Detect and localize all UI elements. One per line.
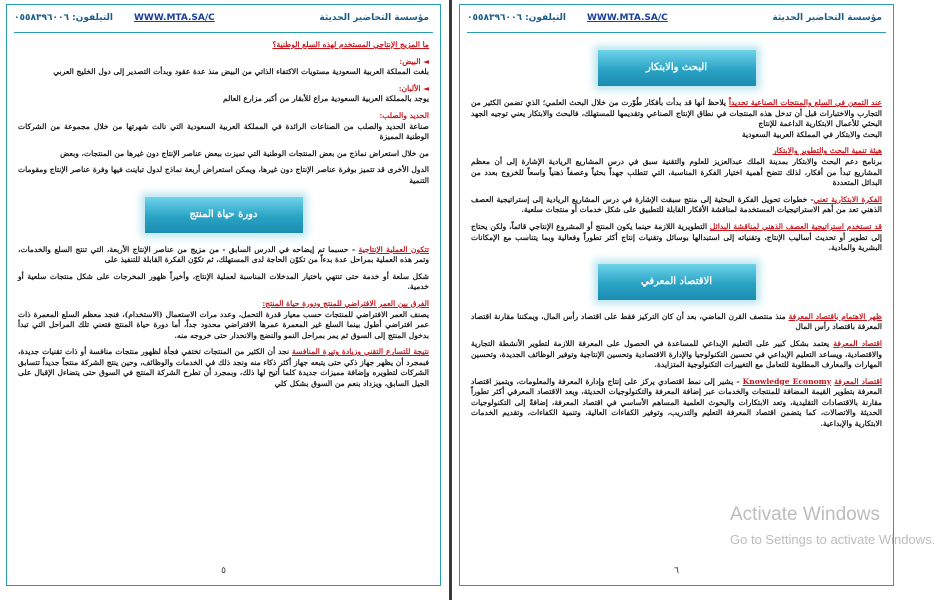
knowledge-economy-lead-2: اقتصاد المعرفة xyxy=(834,376,882,386)
header-rule xyxy=(14,32,433,33)
interest-text: منذ منتصف القرن الماضي، بعد أن كان التركيز فقط على اقتصاد رأس المال، ويمكننا مقارنة اقتصاد المعرفة باقتصاد رأس المال xyxy=(471,311,882,332)
industrial-lead: عند التمعن في السلع والمنتجات الصناعية تحديداً xyxy=(728,98,882,107)
dairy-text: يوجد بالمملكة العربية السعودية مراع للأبقار من أكبر مزارع العالم xyxy=(223,94,429,104)
page-5 xyxy=(0,0,447,600)
lifecycle-lead: تتكون العملية الإنتاجية xyxy=(358,244,429,254)
knowledge-economy-english: Knowledge Economy xyxy=(742,376,832,386)
page-header xyxy=(467,10,886,28)
lifecycle-continued: شكل سلعة أو خدمة حتى تنتهي باختيار المدخلات المناسبة لعملية الإنتاج، وأخيراً ظهور المخرجات على شكل منتجات سلعية أو خدمية. xyxy=(18,271,429,292)
brainstorm-text: التطويرية اللازمة حينما يكون المنتج أو المشروع الإنتاجي قائماً، ولكن يحتاج إلى تطوير أو تحديث أساليب الإنتاج، وتقنياته إلى استبدالها بوسائل وتقنيات إنتاج أكثر تطوراً وفعالية وبما يتناسب مع الإمكانات البشرية والمادية. xyxy=(471,221,882,253)
header-rule xyxy=(467,32,886,33)
paragraph-1: من خلال استعراض نماذج من بعض المنتجات الوطنية التي تميزت ببعض عناصر الإنتاج دون غيرها من المنتجات، وبعض xyxy=(60,148,429,158)
watermark-title: Activate Windows xyxy=(730,504,880,525)
page-divider xyxy=(449,0,452,600)
watermark-subtitle: Go to Settings to activate Windows. xyxy=(730,532,935,547)
page-header xyxy=(14,10,433,28)
research-saudi: البحث والابتكار في المملكة العربية السعودية xyxy=(741,129,882,139)
knowledge-economy-lead: اقتصاد المعرفة xyxy=(833,338,883,348)
page-content xyxy=(471,40,882,436)
section-question: ما المزيج الإنتاجي المستخدم لهذه السلع الوطنية؟ xyxy=(272,40,429,49)
header-url[interactable]: WWW.MTA.SA/C xyxy=(587,13,668,23)
header-phone: التيلفون: ٠٥٥٨٣٩٦٠٠٦ xyxy=(467,13,566,23)
page-number: ٥ xyxy=(221,566,226,576)
header-org: مؤسسة التحاضير الحديثة xyxy=(319,13,429,23)
header-phone: التيلفون: ٠٥٥٨٣٩٦٠٠٦ xyxy=(14,13,113,23)
header-url[interactable]: WWW.MTA.SA/C xyxy=(134,13,215,23)
result-text: نجد أن الكثير من المنتجات تختفي فجأة لظهور منتجات منافسة أو ذات تقنيات جديدة، فبمجرد أن يظهر جهاز ذكي حتى يتبعه جهاز أكثر ذكاء منه ونجد ذلك في الخدمات والوظائف، وحين ينتج الشركة منتجاً جديداً تتسابق الشركات لتطويره وإضافة مميزات جديدة كلما أتيح لها ذلك، وبمجرد أن تطرح الشركة المنتج في السوق حتى يتضاءل الإقبال على الجيل السابق، ويزداد بنعم من السوق بشكل كلي xyxy=(18,347,429,389)
dairy-heading: ◄ الألبان: xyxy=(399,84,429,93)
lifecycle-text: - حسبما تم إيضاحه في الدرس السابق - من مزيج من عناصر الإنتاج الأربعة، التي تنتج السلع والخدمات، وتمر هذه العملية بمراحل عدة بدءاً من تكوّن الحاجة لدى المستهلك، ثم تكوّن الفكرة القابلة للتنفيذ على xyxy=(18,244,429,265)
header-org: مؤسسة التحاضير الحديثة xyxy=(772,13,882,23)
brainstorm-lead: قد تستخدم استراتيجية العصف الذهني لمناقشة البدائل xyxy=(709,221,882,231)
innovative-idea-lead: الفكرة الابتكارية تعني xyxy=(813,194,882,204)
page-number: ٦ xyxy=(674,566,679,576)
iron-text: صناعة الحديد والصلب من الصناعات الرائدة في المملكة العربية السعودية التي نالت شهرتها من خلال مجموعة من الشركات الوطنية المميزة xyxy=(18,121,429,142)
authority-heading: هيئة تنمية البحث والتطوير والابتكار xyxy=(773,146,882,156)
difference-text: يصنف العمر الافتراضي للمنتجات حسب معيار قدرة التحمل، وعدد مرات الاستعمال (الاستخدام)، فنجد معظم السلع المعمرة ذات عمر افتراضي أطول بينما السلع غير المعمرة عمرها الافتراضي محدود جداً، أما دورة حياة المنتج فتعني تلك المراحل التي تبدأ بدخول المنتج إلى السوق ثم يمر بمراحل النمو والنضج والانحدار حتى خروجه منه. xyxy=(18,309,429,340)
difference-heading: الفرق بين العمر الافتراضي للمنتج ودورة حياة المنتج: xyxy=(262,298,429,308)
result-lead: نتيجة للتسارع التقني وزيادة وتيرة المنافسة xyxy=(291,347,429,357)
paragraph-2: الدول الأخرى قد تتميز بوفرة عناصر الإنتاج دون غيرها، ويمكن استعراض أربعة نماذج لدول تباينت فيها وفرة عناصر الإنتاج ومقومات التنمية xyxy=(18,165,429,185)
iron-heading: الحديد والصلب: xyxy=(379,110,429,120)
banner-product-lifecycle: دورة حياة المنتج xyxy=(145,197,303,233)
page-content xyxy=(18,40,429,396)
eggs-text: بلغت المملكة العربية السعودية مستويات الاكتفاء الذاتي من البيض منذ عدة عقود وبدأت التصدير إلى دول الخليج العربي xyxy=(53,67,429,77)
authority-text: برنامج دعم البحث والابتكار بمدينة الملك عبدالعزيز للعلوم والتقنية سبق في درس المشاريع الريادية الإشارة إلى أن معظم المشاريع تبدأ من أفكار، لذلك تتضح أهمية اختيار الفكرة المناسبة، التي تتطلب جهداً بحثياً وعصفاً ذهنياً واسعاً للخروج بعدد من البدائل المتعددة xyxy=(471,156,882,188)
knowledge-economy-definition: - يشير إلى نمط اقتصادي يركز على إنتاج وإدارة المعرفة والمعلومات، ويتميز اقتصاد المعرفة بتطوير القيمة المضافة للمنتجات والخدمات عبر إضافة المعرفة والتكنولوجيات الحديثة، ويعد الاقتصاد المعرفي أكثر تطوراً مقارنة بالاقتصادات التقليدية، وتعد الابتكارات والبحوث العلمية المساهم الأساسي في اقتصاد المعرفة، إضافةً إلى التكنولوجيات الحديثة والاتصالات، كما يتضمن اقتصاد المعرفة التعليم والتدريب، وتوفير الكفاءات العالية، وتنمية الكفاءات، وتقديم الخدمات الابتكارية والإبداعية. xyxy=(471,376,882,429)
industrial-text: يلاحظ أنها قد بدأت بأفكار طُوّرت من خلال البحث العلمي؛ الذي تضمن الكثير من التجارب والاختبارات قبل أن تدخل هذه المنتجات في نطاق الإنتاج الصناعي وتقديمها للمستهلك، فالبحث والابتكار يعني توجيه الجهد البحثي للأعمال الابتكارية الداعمة للإنتاج xyxy=(471,98,882,129)
activate-windows-watermark xyxy=(730,504,935,547)
knowledge-economy-text: يعتمد بشكل كبير على التعليم الإبداعي للمساعدة في الحصول على المعرفة اللازمة لتطوير الأنشطة التجارية والاقتصادية، ويساعد التعليم الإبداعي في تحسين التكنولوجيا والإدارة الاقتصادية وتحسين الإنتاجية وتوفير الوظائف الجديدة، وتحسين المهارات والمعارف المطلوبة للتعامل مع التغييرات التكنولوجية المتزايدة. xyxy=(471,338,882,370)
interest-lead: ظهر الاهتمام باقتصاد المعرفة xyxy=(788,311,882,321)
eggs-heading: ◄ البيض: xyxy=(399,57,429,66)
banner-research-innovation: البحث والابتكار xyxy=(598,50,756,86)
innovative-idea-text: - خطوات تحويل الفكرة البحثية إلى منتج سبقت الإشارة في درس المشاريع الريادية إلى إستراتيجية العصف الذهني تعد من أهم الاستراتيجيات المستخدمة لمناقشة الأفكار القابلة للتطبيق على شكل خدمات أو منتجات سلعية. xyxy=(471,194,882,215)
banner-knowledge-economy: الاقتصاد المعرفي xyxy=(598,264,756,300)
